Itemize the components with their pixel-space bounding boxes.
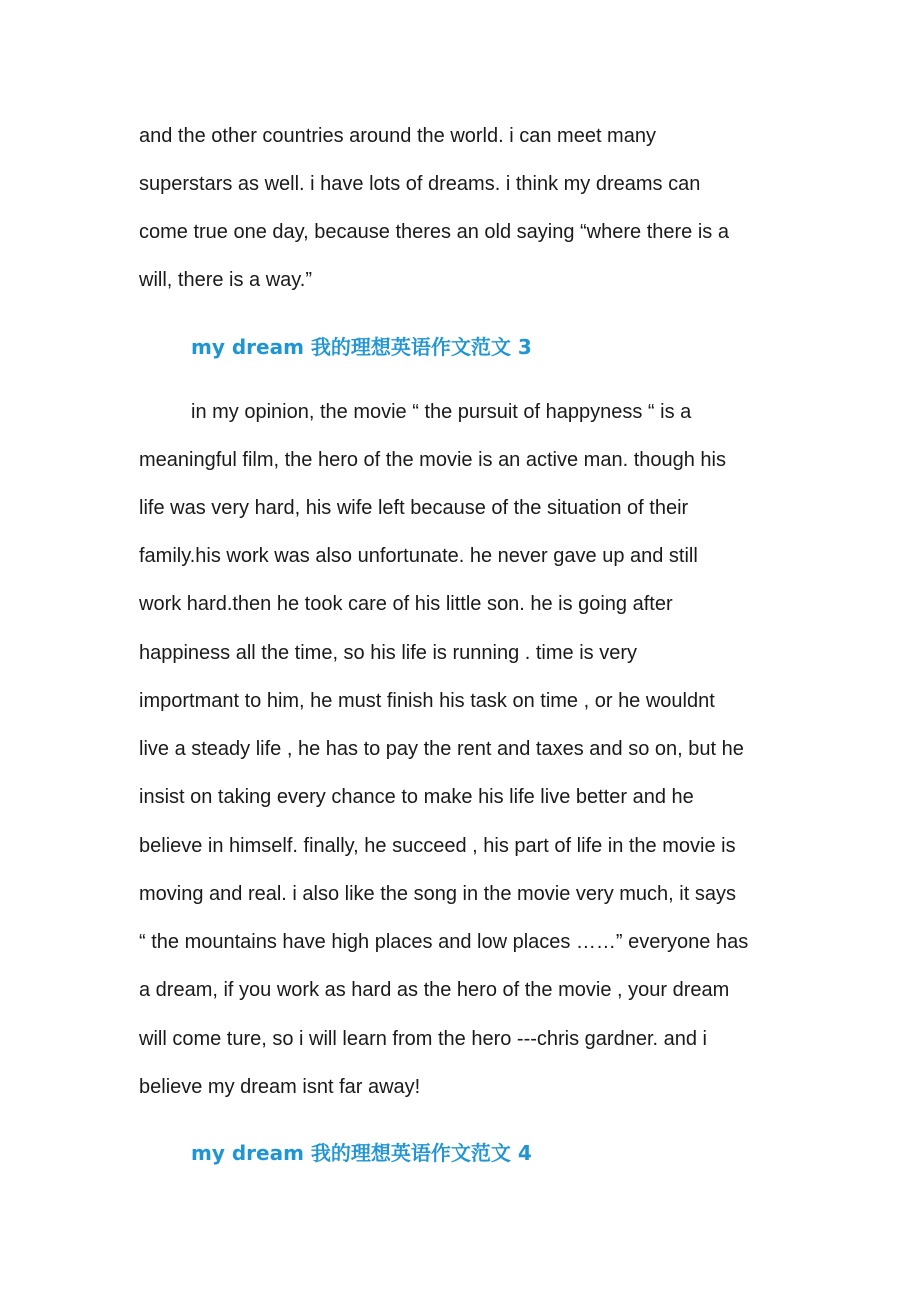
paragraph-line: “ the mountains have high places and low places ……” everyone has — [139, 931, 749, 953]
paragraph-line: a dream, if you work as hard as the hero of the movie , your dream — [139, 979, 730, 1001]
section-heading-4: my dream 我的理想英语作文范文 4 — [191, 1141, 532, 1165]
paragraph-line: will, there is a way.” — [139, 269, 313, 291]
section-heading-3: my dream 我的理想英语作文范文 3 — [191, 335, 532, 359]
paragraph-line: family.his work was also unfortunate. he never gave up and still — [139, 545, 698, 567]
paragraph-line: meaningful film, the hero of the movie is an active man. though his — [139, 449, 726, 471]
paragraph-line: work hard.then he took care of his little son. he is going after — [139, 593, 673, 615]
paragraph-line: come true one day, because theres an old saying “where there is a — [139, 221, 729, 243]
paragraph-line: moving and real. i also like the song in the movie very much, it says — [139, 883, 736, 905]
paragraph-line: will come ture, so i will learn from the hero ---chris gardner. and i — [139, 1028, 707, 1050]
paragraph-line: life was very hard, his wife left because of the situation of their — [139, 497, 689, 519]
paragraph-line: live a steady life , he has to pay the rent and taxes and so on, but he — [139, 738, 744, 760]
paragraph-line: believe my dream isnt far away! — [139, 1076, 421, 1098]
paragraph-line: in my opinion, the movie “ the pursuit of happyness “ is a — [191, 401, 692, 423]
paragraph-line: superstars as well. i have lots of dreams. i think my dreams can — [139, 173, 701, 195]
paragraph-line: believe in himself. finally, he succeed , his part of life in the movie is — [139, 835, 736, 857]
paragraph-line: insist on taking every chance to make his life live better and he — [139, 786, 694, 808]
paragraph-line: importmant to him, he must finish his task on time , or he wouldnt — [139, 690, 715, 712]
paragraph-line: happiness all the time, so his life is running . time is very — [139, 642, 637, 664]
paragraph-line: and the other countries around the world. i can meet many — [139, 125, 656, 147]
